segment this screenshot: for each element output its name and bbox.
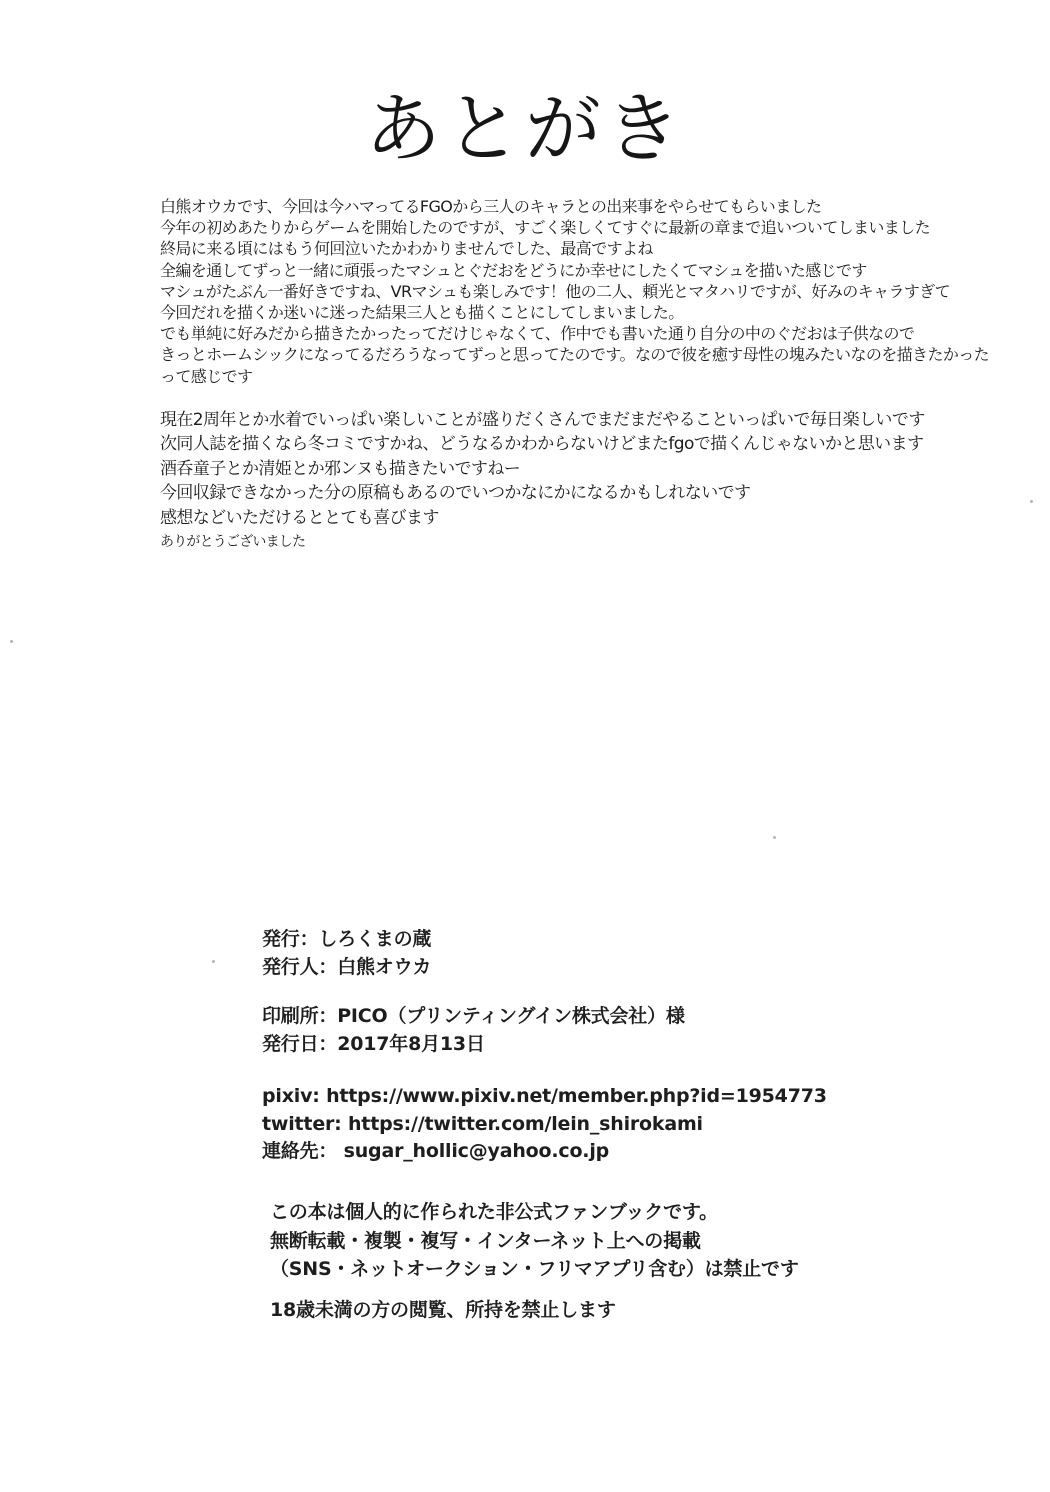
colophon-links — [262, 1083, 862, 1166]
text-line: 今回だれを描くか迷いに迷った結果三人とも描くことにしてしまいました。 — [160, 303, 684, 323]
text-line: 次同人誌を描くなら冬コミですかね、どうなるかわからないけどまたfgoで描くんじゃないかと思います — [160, 434, 924, 455]
text-line: 全編を通してずっと一緒に頑張ったマシュとぐだおをどうにか幸せにしたくてマシュを描いた感じです — [160, 260, 867, 280]
paper-speck — [1030, 500, 1033, 503]
text-line: でも単純に好みだから描きたかったってだけじゃなくて、作中でも書いた通り自分の中のぐだおは子供なので — [160, 324, 915, 344]
paper-speck — [773, 836, 776, 839]
age-notice-line: 18歳未満の方の閲覧、所持を禁止します — [270, 1299, 616, 1321]
colophon-publisher — [262, 926, 862, 981]
pixiv-link: pixiv: https://www.pixiv.net/member.php?id=1954773 — [262, 1085, 827, 1107]
text-line: 感想などいただけるととても喜びます — [160, 507, 439, 528]
colophon-age-notice — [270, 1297, 870, 1325]
text-line: ありがとうございました — [160, 534, 306, 551]
text-line: マシュがたぶん一番好きですね、VRマシュも楽しみです！他の二人、頼光とマタハリですが、好みのキャラすぎて — [160, 281, 951, 301]
publisher-person-line: 発行人：白熊オウカ — [262, 955, 432, 978]
paper-speck — [212, 960, 215, 963]
contact-line: 連絡先： sugar_hollic@yahoo.co.jp — [262, 1140, 610, 1162]
publisher-line: 発行：しろくまの蔵 — [262, 928, 432, 950]
publish-date-line: 発行日：2017年8月13日 — [262, 1032, 485, 1055]
afterword-paragraph-2 — [160, 408, 925, 554]
notice-line: 無断転載・複製・複写・インターネット上への掲載 — [270, 1229, 701, 1252]
printer-line: 印刷所：PICO（プリンティングイン株式会社）様 — [262, 1005, 685, 1027]
colophon-print — [262, 1003, 862, 1058]
text-line: って感じです — [160, 366, 253, 386]
text-line: 白熊オウカです、今回は今ハマってるFGOから三人のキャラとの出来事をやらせてもらいました — [160, 197, 822, 216]
colophon-notice — [270, 1198, 870, 1284]
text-line: 酒呑童子とか清姫とか邪ンヌも描きたいですねー — [160, 458, 521, 479]
paper-speck — [10, 640, 13, 643]
text-line: 今回収録できなかった分の原稿もあるのでいつかなにかになるかもしれないです — [160, 483, 751, 504]
notice-line: この本は個人的に作られた非公式ファンブックです。 — [270, 1201, 718, 1223]
text-line: 終局に来る頃にはもう何回泣いたかわかりませんでした、最高ですよね — [160, 239, 653, 259]
text-line: きっとホームシックになってるだろうなってずっと思ってたのです。なので彼を癒す母性の塊みたいなのを描きたかった — [160, 345, 990, 365]
text-line: 今年の初めあたりからゲームを開始したのですが、すごく楽しくてすぐに最新の章まで追いついてしまいました — [160, 218, 931, 238]
text-line: 現在2周年とか水着でいっぱい楽しいことが盛りだくさんでまだまだやることいっぱいで毎日楽しいです — [160, 410, 925, 430]
afterword-paragraph-1 — [160, 196, 990, 387]
twitter-link: twitter: https://twitter.com/lein_shirokami — [262, 1112, 703, 1135]
page-title: あとがき — [365, 84, 685, 173]
notice-line: （SNS・ネットオークション・フリマアプリ含む）は禁止です — [270, 1258, 799, 1280]
